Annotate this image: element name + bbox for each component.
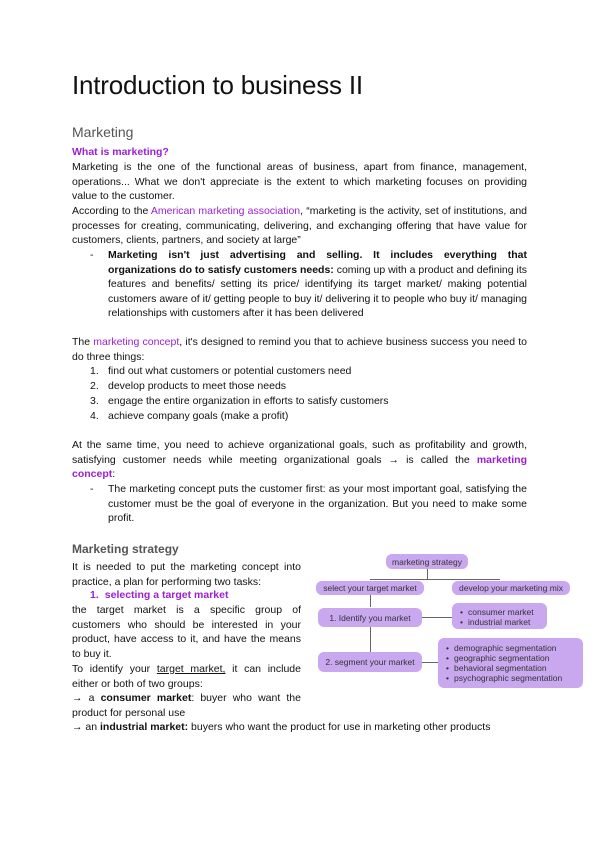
question-heading: What is marketing? bbox=[72, 146, 169, 158]
target-market-paragraph: the target market is a specific group of customers who should be interested in your product, have access to it, and have the means to buy it. bbox=[72, 604, 301, 660]
marketing-concept-link: marketing concept bbox=[93, 336, 180, 348]
strategy-heading: Marketing strategy bbox=[72, 542, 179, 556]
diagram-identify-market: 1. Identify you market bbox=[318, 608, 422, 627]
bullet-customer-first: - The marketing concept puts the customer first: as your most important goal, satisfying the customer must be the goal of everyone in the organization. But you need to make some profit. bbox=[90, 483, 527, 524]
connector bbox=[370, 627, 371, 653]
list-item: • demographic segmentation bbox=[446, 643, 577, 653]
list-item: • consumer market bbox=[460, 607, 541, 617]
marketing-strategy-diagram bbox=[300, 548, 600, 698]
paragraph-organizational-goals: At the same time, you need to achieve organizational goals, such as profitability and growth, satisfying customer needs while meeting organizational goals → is called the marketing concept: bbox=[72, 439, 527, 480]
diagram-root: marketing strategy bbox=[386, 554, 468, 569]
paragraph-ama: According to the American marketing association, “marketing is the activity, set of institutions, and processes for creating, communicating, delivering, and exchanging offering that have value for customers, clients, partners, and society at large” bbox=[72, 205, 527, 246]
list-item: • behavioral segmentation bbox=[446, 663, 577, 673]
list-item: • psychographic segmentation bbox=[446, 673, 577, 683]
page-title: Introduction to business II bbox=[72, 70, 363, 100]
diagram-market-types bbox=[452, 603, 547, 629]
ama-link: American marketing association bbox=[150, 205, 301, 217]
connector bbox=[422, 662, 438, 663]
strategy-subheading: 1. selecting a target market bbox=[90, 589, 229, 601]
section-heading: Marketing bbox=[72, 124, 134, 140]
paragraph-marketing-definition: Marketing is the one of the functional areas of business, apart from finance, management, operations... What we don't appreciate is the extent to which marketing focuses on providing value to the customer. bbox=[72, 161, 527, 202]
paragraph-marketing-concept: The marketing concept, it's designed to remind you that to achieve business success you need to do three things: bbox=[72, 336, 528, 363]
list-item: 2. develop products to meet those needs bbox=[90, 380, 287, 392]
industrial-market-line: → an industrial market: buyers who want the product for use in marketing other products bbox=[72, 721, 491, 733]
connector bbox=[370, 579, 500, 580]
diagram-segment-market: 2. segment your market bbox=[318, 652, 422, 672]
identify-market-paragraph: To identify your target market, it can include either or both of two groups: bbox=[72, 663, 301, 690]
list-item: • industrial market bbox=[460, 617, 541, 627]
diagram-select-target: select your target market bbox=[316, 581, 424, 595]
consumer-market-line: → a consumer market: buyer who want the product for personal use bbox=[72, 692, 301, 719]
numbered-list bbox=[90, 364, 389, 424]
connector bbox=[427, 569, 428, 579]
diagram-segmentation-types bbox=[438, 638, 583, 688]
connector bbox=[422, 617, 452, 618]
list-item: • geographic segmentation bbox=[446, 653, 577, 663]
connector bbox=[370, 595, 371, 607]
list-item: 1. find out what customers or potential customers need bbox=[90, 365, 352, 377]
strategy-intro: It is needed to put the marketing concept into practice, a plan for performing two tasks: bbox=[72, 561, 301, 588]
bullet-marketing-scope: - Marketing isn't just advertising and selling. It includes everything that organizations do to satisfy customers needs: coming up with a product and defining its features and benefits/ setting its price/ identifying its target market/ making potential customers aware of it/ getting people to buy it/ delivering it to people who buy it/ managing relationships with customers after it has been delivered bbox=[90, 249, 527, 319]
diagram-develop-mix: develop your marketing mix bbox=[452, 581, 570, 595]
list-item: 3. engage the entire organization in efforts to satisfy customers bbox=[90, 395, 389, 407]
list-item: 4. achieve company goals (make a profit) bbox=[90, 410, 289, 422]
